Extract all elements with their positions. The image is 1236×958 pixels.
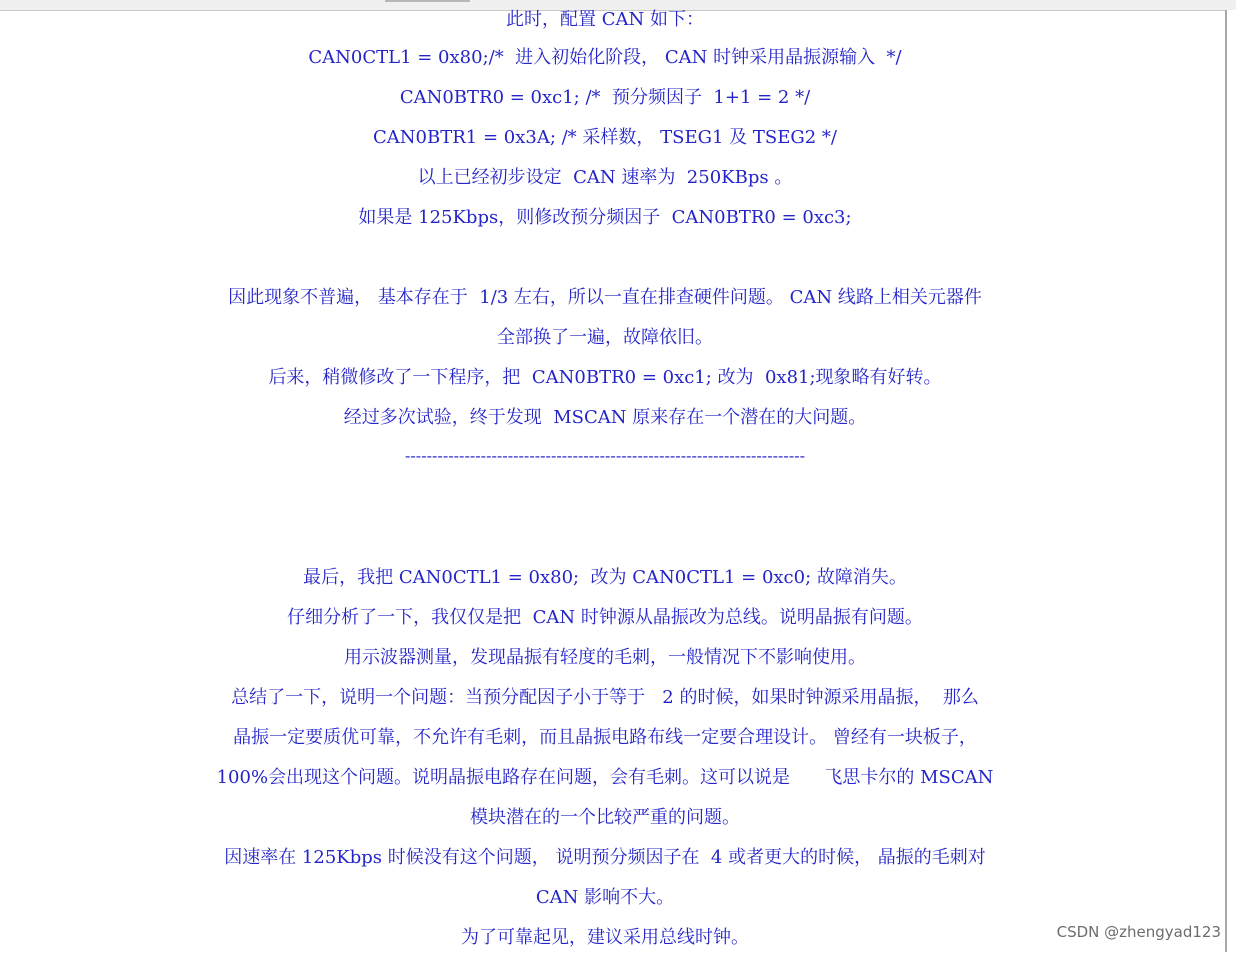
- doc-line: CAN0CTL1 = 0x80;/* 进入初始化阶段， CAN 时钟采用晶振源输入 */: [308, 47, 902, 68]
- doc-line: 100%会出现这个问题。说明晶振电路存在问题，会有毛刺。这可以说是 飞思卡尔的 MSCAN: [216, 767, 994, 788]
- doc-line: 此时，配置 CAN 如下：: [506, 9, 704, 30]
- doc-line: 如果是 125Kbps，则修改预分频因子 CAN0BTR0 = 0xc3;: [358, 207, 852, 228]
- doc-line-blank: [170, 478, 1040, 518]
- doc-line: CAN0BTR0 = 0xc1; /* 预分频因子 1+1 = 2 */: [399, 87, 811, 108]
- doc-line-blank: [170, 238, 1040, 278]
- doc-line-blank: [170, 518, 1040, 558]
- doc-line: 因此现象不普遍， 基本存在于 1/3 左右，所以一直在排查硬件问题。 CAN 线路上相关元器件: [228, 287, 982, 308]
- doc-line: 用示波器测量，发现晶振有轻度的毛刺，一般情况下不影响使用。: [344, 647, 866, 668]
- doc-line: 晶振一定要质优可靠，不允许有毛刺，而且晶振电路布线一定要合理设计。 曾经有一块板子，: [233, 727, 977, 748]
- doc-line: 仔细分析了一下，我仅仅是把 CAN 时钟源从晶振改为总线。说明晶振有问题。: [287, 607, 923, 628]
- doc-line: 模块潜在的一个比较严重的问题。: [470, 807, 740, 828]
- doc-line: 全部换了一遍，故障依旧。: [497, 327, 713, 348]
- page-right-edge: [1225, 10, 1236, 952]
- doc-line: CAN0BTR1 = 0x3A; /* 采样数， TSEG1 及 TSEG2 */: [373, 127, 837, 148]
- doc-line: 以上已经初步设定 CAN 速率为 250KBps 。: [417, 167, 793, 188]
- doc-line: CAN 影响不大。: [535, 887, 675, 908]
- separator-dashes: --------------------------------------------------------------------------: [404, 446, 806, 465]
- csdn-watermark: CSDN @zhengyad123: [1056, 923, 1221, 941]
- doc-line: 总结了一下，说明一个问题：当预分配因子小于等于 2 的时候，如果时钟源采用晶振， 那么: [231, 687, 979, 708]
- doc-line: 最后，我把 CAN0CTL1 = 0x80; 改为 CAN0CTL1 = 0xc0; 故障消失。: [303, 567, 907, 588]
- doc-line: 为了可靠起见，建议采用总线时钟。: [461, 927, 749, 948]
- doc-line: 后来，稍微修改了一下程序，把 CAN0BTR0 = 0xc1; 改为 0x81;现象略有好转。: [268, 367, 942, 388]
- doc-line: 因速率在 125Kbps 时候没有这个问题， 说明预分频因子在 4 或者更大的时候， 晶振的毛刺对: [224, 847, 986, 868]
- doc-line: 经过多次试验，终于发现 MSCAN 原来存在一个潜在的大问题。: [343, 407, 867, 428]
